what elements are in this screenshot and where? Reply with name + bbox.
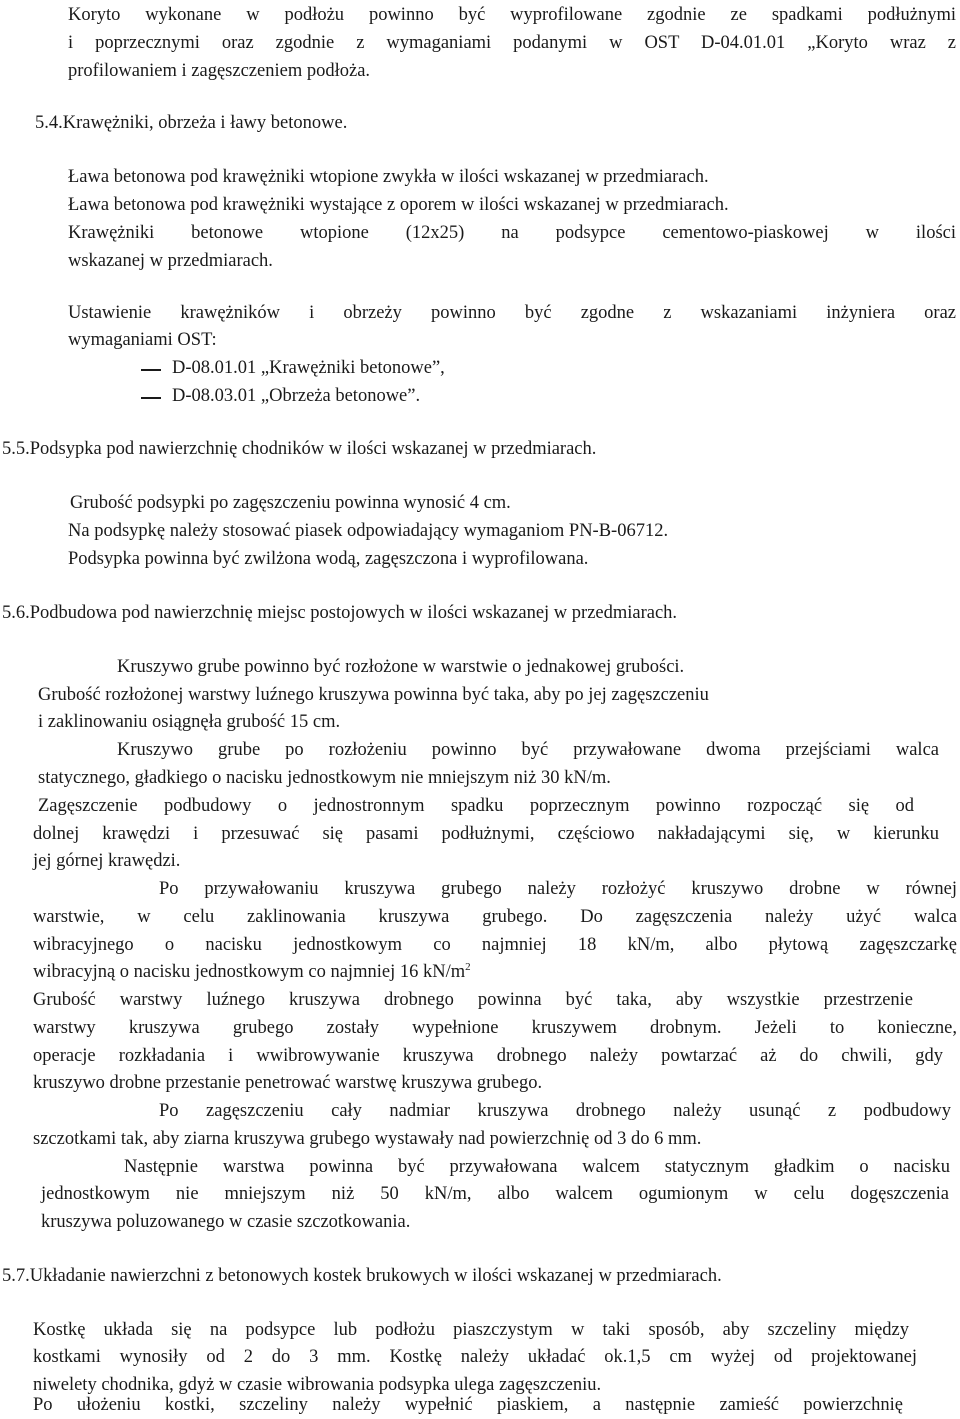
paragraph-line: jej górnej krawędzi. bbox=[33, 851, 181, 871]
paragraph-line: Grubość podsypki po zagęszczeniu powinna wynosić 4 cm. bbox=[70, 493, 511, 513]
section-number: 5.4. bbox=[35, 113, 63, 133]
paragraph-line: Ustawienie krawężników i obrzeży powinno być zgodne z wskazaniami inżyniera oraz bbox=[68, 303, 956, 323]
bullet-dash bbox=[141, 369, 161, 371]
section-title: Krawężniki, obrzeża i ławy betonowe. bbox=[62, 113, 348, 133]
section-title: Podsypka pod nawierzchnię chodników w ilości wskazanej w przedmiarach. bbox=[29, 439, 597, 459]
paragraph-line: wskazanej w przedmiarach. bbox=[68, 251, 273, 271]
paragraph-line: kruszywo drobne przestanie penetrować warstwę kruszywa grubego. bbox=[33, 1073, 543, 1093]
paragraph-line: Grubość warstwy luźnego kruszywa drobnego powinna być taka, aby wszystkie przestrzenie bbox=[33, 990, 913, 1010]
paragraph-line: Krawężniki betonowe wtopione (12x25) na podsypce cementowo-piaskowej w ilości bbox=[68, 223, 956, 243]
section-title: Podbudowa pod nawierzchnię miejsc postojowych w ilości wskazanej w przedmiarach. bbox=[29, 603, 678, 623]
paragraph-line: Na podsypkę należy stosować piasek odpowiadający wymaganiom PN-B-06712. bbox=[68, 521, 669, 541]
paragraph-line: Zagęszczenie podbudowy o jednostronnym spadku poprzecznym powinno rozpocząć się od bbox=[38, 796, 914, 816]
paragraph-line: wibracyjnego o nacisku jednostkowym co najmniej 18 kN/m, albo płytową zagęszczarkę bbox=[33, 935, 957, 955]
paragraph-line: warstwie, w celu zaklinowania kruszywa grubego. Do zagęszczenia należy użyć walca bbox=[33, 907, 957, 927]
paragraph-line: kruszywa poluzowanego w czasie szczotkowania. bbox=[41, 1212, 411, 1232]
paragraph-line: Podsypka powinna być zwilżona wodą, zagęszczona i wyprofilowana. bbox=[68, 549, 589, 569]
paragraph-line: i zaklinowaniu osiągnęła grubość 15 cm. bbox=[38, 712, 341, 732]
paragraph-line: Ława betonowa pod krawężniki wystające z oporem w ilości wskazanej w przedmiarach. bbox=[68, 195, 729, 215]
paragraph-line: Po zagęszczeniu cały nadmiar kruszywa drobnego należy usunąć z podbudowy bbox=[159, 1101, 951, 1121]
paragraph-line: Następnie warstwa powinna być przywałowana walcem statycznym gładkim o nacisku bbox=[124, 1157, 950, 1177]
text: wibracyjną o nacisku jednostkowym co najmniej 16 kN/m bbox=[33, 962, 466, 982]
paragraph-line: Kruszywo grube po rozłożeniu powinno być przywałowane dwoma przejściami walca bbox=[117, 740, 939, 760]
list-item: D-08.01.01 „Krawężniki betonowe”, bbox=[172, 358, 445, 378]
paragraph-line: Po ułożeniu kostki, szczeliny należy wypełnić piaskiem, a następnie zamieść powierzchnię bbox=[33, 1395, 903, 1415]
intro-line-1: Koryto wykonane w podłożu powinno być wyprofilowane zgodnie ze spadkami podłużnymi bbox=[68, 5, 956, 25]
section-number: 5.6. bbox=[2, 603, 30, 623]
paragraph-line: Kostkę układa się na podsypce lub podłożu piaszczystym w taki sposób, aby szczeliny między bbox=[33, 1320, 909, 1340]
section-5-7-heading bbox=[2, 1263, 722, 1289]
paragraph-line: Grubość rozłożonej warstwy luźnego kruszywa powinna być taka, aby po jej zagęszczeniu bbox=[38, 685, 709, 705]
paragraph-line: Po przywałowaniu kruszywa grubego należy rozłożyć kruszywo drobne w równej bbox=[159, 879, 957, 899]
paragraph-line: Kruszywo grube powinno być rozłożone w warstwie o jednakowej grubości. bbox=[117, 657, 685, 677]
section-number: 5.7. bbox=[2, 1266, 30, 1286]
paragraph-line: warstwy kruszywa grubego zostały wypełnione kruszywem drobnym. Jeżeli to konieczne, bbox=[33, 1018, 957, 1038]
list-item: D-08.03.01 „Obrzeża betonowe”. bbox=[172, 386, 421, 406]
paragraph-line: niwelety chodnika, gdyż w czasie wibrowania podsypka ulega zagęszczeniu. bbox=[33, 1375, 602, 1395]
paragraph-line: wymaganiami OST: bbox=[68, 330, 217, 350]
paragraph-line bbox=[33, 959, 471, 985]
bullet-dash bbox=[141, 397, 161, 399]
paragraph-line: jednostkowym nie mniejszym niż 50 kN/m, albo walcem ogumionym w celu dogęszczenia bbox=[41, 1184, 949, 1204]
intro-line-3: profilowaniem i zagęszczeniem podłoża. bbox=[68, 61, 371, 81]
paragraph-line: dolnej krawędzi i przesuwać się pasami podłużnymi, częściowo nakładającymi się, w kierunku bbox=[33, 824, 939, 844]
intro-line-2: i poprzecznymi oraz zgodnie z wymaganiami podanymi w OST D-04.01.01 „Koryto wraz z bbox=[68, 33, 956, 53]
section-number: 5.5. bbox=[2, 439, 30, 459]
paragraph-line: statycznego, gładkiego o nacisku jednostkowym nie mniejszym niż 30 kN/m. bbox=[38, 768, 611, 788]
paragraph-line: Ława betonowa pod krawężniki wtopione zwykła w ilości wskazanej w przedmiarach. bbox=[68, 167, 709, 187]
section-5-5-heading bbox=[2, 436, 596, 462]
section-title: Układanie nawierzchni z betonowych kostek brukowych w ilości wskazanej w przedmiarach. bbox=[29, 1266, 722, 1286]
paragraph-line: kostkami wynosiły od 2 do 3 mm. Kostkę należy układać ok.1,5 cm wyżej od projektowanej bbox=[33, 1347, 917, 1367]
paragraph-line: szczotkami tak, aby ziarna kruszywa grubego wystawały nad powierzchnię od 3 do 6 mm. bbox=[33, 1129, 702, 1149]
superscript: 2 bbox=[465, 961, 471, 973]
section-5-4-heading bbox=[35, 110, 347, 136]
section-5-6-heading bbox=[2, 600, 677, 626]
paragraph-line: operacje rozkładania i wwibrowywanie kruszywa drobnego należy powtarzać aż do chwili, gdy bbox=[33, 1046, 943, 1066]
